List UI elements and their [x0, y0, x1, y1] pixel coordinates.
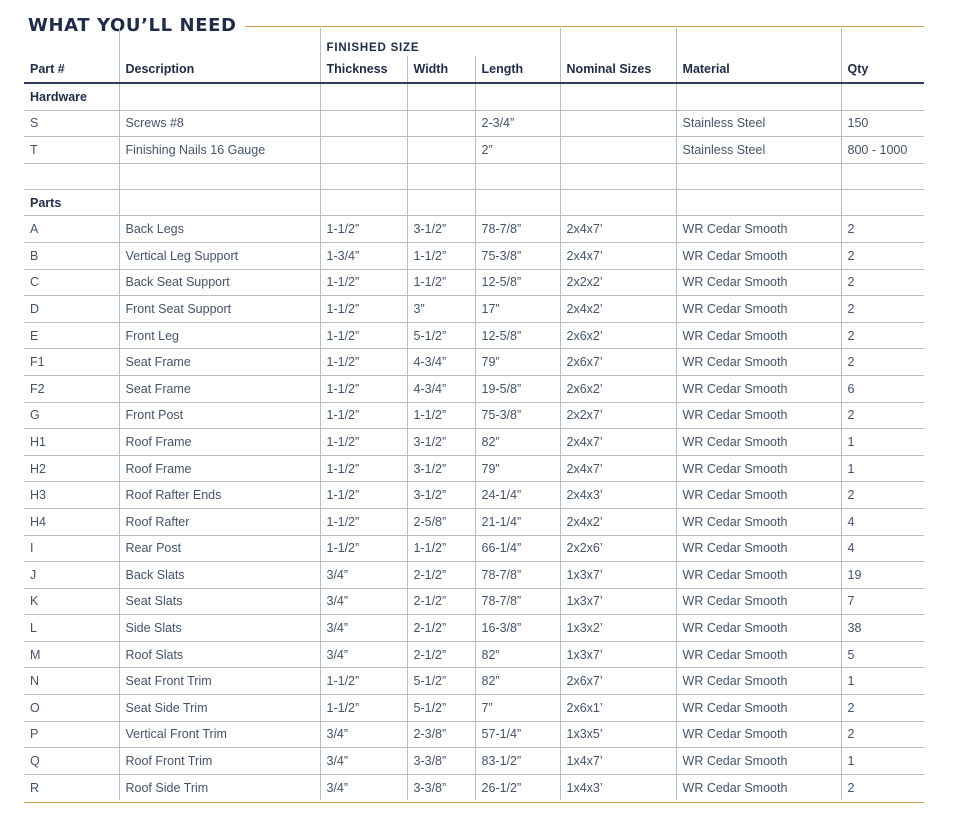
table-row	[24, 429, 924, 456]
description-cell: Seat Slats	[119, 588, 320, 615]
qty-cell: 2	[841, 695, 924, 722]
length-cell: 2”	[475, 137, 560, 164]
table-row	[24, 322, 924, 349]
part-cell: M	[24, 641, 119, 668]
description-cell: Front Seat Support	[119, 296, 320, 323]
length-cell: 75-3/8”	[475, 402, 560, 429]
table-row	[24, 748, 924, 775]
description-cell: Seat Frame	[119, 375, 320, 402]
qty-cell: 2	[841, 402, 924, 429]
qty-cell: 19	[841, 562, 924, 589]
width-cell: 5-1/2”	[407, 668, 475, 695]
qty-cell: 1	[841, 429, 924, 456]
length-cell: 78-7/8”	[475, 216, 560, 243]
nominal-cell: 2x6x7’	[560, 668, 676, 695]
empty-cell	[676, 83, 841, 110]
nominal-cell: 1x3x5’	[560, 721, 676, 748]
empty-cell	[320, 83, 407, 110]
part-cell: E	[24, 322, 119, 349]
material-cell: WR Cedar Smooth	[676, 242, 841, 269]
length-cell: 16-3/8”	[475, 615, 560, 642]
thickness-cell: 1-1/2”	[320, 429, 407, 456]
width-cell: 5-1/2”	[407, 695, 475, 722]
description-cell: Vertical Front Trim	[119, 721, 320, 748]
thickness-cell: 1-1/2”	[320, 375, 407, 402]
thickness-cell: 1-1/2”	[320, 482, 407, 509]
title-rule	[245, 26, 924, 27]
qty-cell: 2	[841, 296, 924, 323]
empty-cell	[841, 163, 924, 189]
description-cell: Roof Front Trim	[119, 748, 320, 775]
material-cell: WR Cedar Smooth	[676, 695, 841, 722]
material-cell: WR Cedar Smooth	[676, 402, 841, 429]
material-cell: WR Cedar Smooth	[676, 562, 841, 589]
qty-cell: 2	[841, 216, 924, 243]
width-cell: 2-5/8”	[407, 508, 475, 535]
qty-cell: 4	[841, 535, 924, 562]
table-row	[24, 588, 924, 615]
nominal-cell	[560, 110, 676, 137]
material-cell: WR Cedar Smooth	[676, 774, 841, 800]
thickness-cell: 3/4”	[320, 588, 407, 615]
length-cell: 26-1/2”	[475, 774, 560, 800]
material-cell: WR Cedar Smooth	[676, 322, 841, 349]
description-cell: Screws #8	[119, 110, 320, 137]
qty-cell: 2	[841, 721, 924, 748]
width-cell: 5-1/2”	[407, 322, 475, 349]
thickness-cell: 1-1/2”	[320, 455, 407, 482]
empty-cell	[676, 163, 841, 189]
qty-cell: 150	[841, 110, 924, 137]
part-cell: I	[24, 535, 119, 562]
length-cell: 7”	[475, 695, 560, 722]
qty-cell: 4	[841, 508, 924, 535]
part-cell: D	[24, 296, 119, 323]
part-cell: H2	[24, 455, 119, 482]
part-cell: L	[24, 615, 119, 642]
table-row	[24, 668, 924, 695]
table-row	[24, 216, 924, 243]
empty-cell	[119, 83, 320, 110]
material-cell: WR Cedar Smooth	[676, 641, 841, 668]
material-cell: Stainless Steel	[676, 137, 841, 164]
width-cell: 3-3/8”	[407, 748, 475, 775]
description-cell: Roof Rafter	[119, 508, 320, 535]
group-header-spacer	[560, 28, 676, 56]
length-cell: 2-3/4”	[475, 110, 560, 137]
length-cell: 17”	[475, 296, 560, 323]
table-row	[24, 774, 924, 800]
table-row	[24, 641, 924, 668]
length-cell: 79”	[475, 455, 560, 482]
description-cell: Side Slats	[119, 615, 320, 642]
description-cell: Front Post	[119, 402, 320, 429]
thickness-cell: 3/4”	[320, 774, 407, 800]
empty-cell	[320, 163, 407, 189]
nominal-cell: 2x4x7’	[560, 455, 676, 482]
material-cell: WR Cedar Smooth	[676, 615, 841, 642]
page-title: WHAT YOU’LL NEED	[28, 15, 237, 36]
part-cell: H1	[24, 429, 119, 456]
qty-cell: 1	[841, 748, 924, 775]
qty-cell: 2	[841, 482, 924, 509]
material-cell: WR Cedar Smooth	[676, 455, 841, 482]
table-row	[24, 137, 924, 164]
width-cell: 1-1/2”	[407, 402, 475, 429]
width-cell: 3-1/2”	[407, 482, 475, 509]
part-cell: C	[24, 269, 119, 296]
thickness-cell: 3/4”	[320, 615, 407, 642]
description-cell: Back Seat Support	[119, 269, 320, 296]
length-cell: 12-5/8”	[475, 322, 560, 349]
parts-table	[24, 28, 924, 800]
table-row	[24, 482, 924, 509]
empty-cell	[841, 83, 924, 110]
length-cell: 19-5/8”	[475, 375, 560, 402]
part-cell: H4	[24, 508, 119, 535]
table-row	[24, 242, 924, 269]
material-cell: WR Cedar Smooth	[676, 721, 841, 748]
thickness-cell	[320, 110, 407, 137]
length-cell: 82”	[475, 429, 560, 456]
part-cell: O	[24, 695, 119, 722]
width-cell: 2-1/2”	[407, 641, 475, 668]
part-cell: P	[24, 721, 119, 748]
column-header-row	[24, 56, 924, 83]
description-cell: Roof Frame	[119, 455, 320, 482]
description-cell: Roof Side Trim	[119, 774, 320, 800]
description-cell: Seat Side Trim	[119, 695, 320, 722]
empty-cell	[475, 163, 560, 189]
group-header-spacer	[24, 28, 119, 56]
empty-cell	[560, 163, 676, 189]
part-cell: K	[24, 588, 119, 615]
thickness-cell: 3/4”	[320, 562, 407, 589]
description-cell: Back Legs	[119, 216, 320, 243]
empty-cell	[320, 189, 407, 216]
width-cell: 1-1/2”	[407, 242, 475, 269]
width-cell: 4-3/4”	[407, 375, 475, 402]
qty-cell: 2	[841, 242, 924, 269]
column-header-nominal: Nominal Sizes	[560, 56, 676, 83]
width-cell: 3”	[407, 296, 475, 323]
table-row	[24, 615, 924, 642]
thickness-cell: 1-1/2”	[320, 508, 407, 535]
length-cell: 66-1/4”	[475, 535, 560, 562]
description-cell: Finishing Nails 16 Gauge	[119, 137, 320, 164]
nominal-cell	[560, 137, 676, 164]
thickness-cell: 1-1/2”	[320, 296, 407, 323]
material-cell: WR Cedar Smooth	[676, 535, 841, 562]
thickness-cell: 1-1/2”	[320, 668, 407, 695]
empty-cell	[560, 83, 676, 110]
width-cell: 2-1/2”	[407, 562, 475, 589]
table-row	[24, 535, 924, 562]
spacer-row	[24, 163, 924, 189]
length-cell: 75-3/8”	[475, 242, 560, 269]
thickness-cell: 1-1/2”	[320, 349, 407, 376]
length-cell: 12-5/8”	[475, 269, 560, 296]
nominal-cell: 1x3x2’	[560, 615, 676, 642]
part-cell: J	[24, 562, 119, 589]
table-row	[24, 721, 924, 748]
length-cell: 79”	[475, 349, 560, 376]
thickness-cell: 1-1/2”	[320, 535, 407, 562]
width-cell: 2-1/2”	[407, 615, 475, 642]
section-row	[24, 83, 924, 110]
length-cell: 78-7/8”	[475, 562, 560, 589]
table-row	[24, 455, 924, 482]
nominal-cell: 2x4x7’	[560, 242, 676, 269]
description-cell: Front Leg	[119, 322, 320, 349]
bottom-rule	[24, 802, 924, 803]
thickness-cell: 1-1/2”	[320, 269, 407, 296]
width-cell: 2-3/8”	[407, 721, 475, 748]
width-cell: 3-1/2”	[407, 455, 475, 482]
description-cell: Roof Rafter Ends	[119, 482, 320, 509]
qty-cell: 1	[841, 668, 924, 695]
thickness-cell: 1-1/2”	[320, 322, 407, 349]
empty-cell	[841, 189, 924, 216]
table-row	[24, 402, 924, 429]
nominal-cell: 2x2x2’	[560, 269, 676, 296]
nominal-cell: 2x6x2’	[560, 375, 676, 402]
column-header-material: Material	[676, 56, 841, 83]
empty-cell	[676, 189, 841, 216]
empty-cell	[119, 163, 320, 189]
qty-cell: 7	[841, 588, 924, 615]
part-cell: A	[24, 216, 119, 243]
qty-cell: 6	[841, 375, 924, 402]
table-body	[24, 83, 924, 800]
material-cell: WR Cedar Smooth	[676, 588, 841, 615]
length-cell: 21-1/4”	[475, 508, 560, 535]
table-row	[24, 375, 924, 402]
empty-cell	[407, 189, 475, 216]
width-cell	[407, 110, 475, 137]
nominal-cell: 2x4x2’	[560, 508, 676, 535]
empty-cell	[24, 163, 119, 189]
nominal-cell: 2x4x2’	[560, 296, 676, 323]
empty-cell	[475, 189, 560, 216]
column-header-thickness: Thickness	[320, 56, 407, 83]
qty-cell: 5	[841, 641, 924, 668]
width-cell: 4-3/4”	[407, 349, 475, 376]
nominal-cell: 1x3x7’	[560, 588, 676, 615]
nominal-cell: 2x4x7’	[560, 216, 676, 243]
qty-cell: 38	[841, 615, 924, 642]
part-cell: H3	[24, 482, 119, 509]
length-cell: 78-7/8”	[475, 588, 560, 615]
qty-cell: 1	[841, 455, 924, 482]
table-row	[24, 110, 924, 137]
part-cell: F1	[24, 349, 119, 376]
nominal-cell: 2x2x7’	[560, 402, 676, 429]
qty-cell: 2	[841, 349, 924, 376]
material-cell: WR Cedar Smooth	[676, 482, 841, 509]
length-cell: 57-1/4”	[475, 721, 560, 748]
description-cell: Back Slats	[119, 562, 320, 589]
nominal-cell: 2x4x3’	[560, 482, 676, 509]
nominal-cell: 1x3x7’	[560, 641, 676, 668]
material-cell: WR Cedar Smooth	[676, 375, 841, 402]
length-cell: 82”	[475, 641, 560, 668]
description-cell: Seat Front Trim	[119, 668, 320, 695]
empty-cell	[407, 83, 475, 110]
table-row	[24, 562, 924, 589]
qty-cell: 2	[841, 322, 924, 349]
length-cell: 24-1/4”	[475, 482, 560, 509]
width-cell: 1-1/2”	[407, 269, 475, 296]
table-row	[24, 269, 924, 296]
group-header-spacer	[841, 28, 924, 56]
section-label: Parts	[24, 189, 119, 216]
nominal-cell: 2x2x6’	[560, 535, 676, 562]
material-cell: WR Cedar Smooth	[676, 269, 841, 296]
material-cell: WR Cedar Smooth	[676, 349, 841, 376]
material-cell: WR Cedar Smooth	[676, 429, 841, 456]
material-cell: WR Cedar Smooth	[676, 668, 841, 695]
description-cell: Rear Post	[119, 535, 320, 562]
table-row	[24, 508, 924, 535]
material-cell: WR Cedar Smooth	[676, 296, 841, 323]
column-header-part: Part #	[24, 56, 119, 83]
group-header-row	[24, 28, 924, 56]
empty-cell	[119, 189, 320, 216]
description-cell: Roof Slats	[119, 641, 320, 668]
empty-cell	[407, 163, 475, 189]
thickness-cell: 1-3/4”	[320, 242, 407, 269]
width-cell: 3-1/2”	[407, 429, 475, 456]
table-row	[24, 695, 924, 722]
part-cell: R	[30, 780, 40, 795]
section-row	[24, 189, 924, 216]
material-cell: WR Cedar Smooth	[676, 216, 841, 243]
material-cell: WR Cedar Smooth	[676, 508, 841, 535]
length-cell: 83-1/2”	[475, 748, 560, 775]
qty-cell: 2	[841, 269, 924, 296]
width-cell: 1-1/2”	[407, 535, 475, 562]
finished-size-header: FINISHED SIZE	[320, 28, 560, 56]
description-cell: Seat Frame	[119, 349, 320, 376]
column-header-length: Length	[475, 56, 560, 83]
nominal-cell: 1x4x7’	[560, 748, 676, 775]
column-header-width: Width	[407, 56, 475, 83]
width-cell	[407, 137, 475, 164]
part-cell: B	[24, 242, 119, 269]
width-cell: 3-3/8”	[407, 774, 475, 800]
material-cell: Stainless Steel	[676, 110, 841, 137]
material-cell: WR Cedar Smooth	[676, 748, 841, 775]
nominal-cell: 2x6x2’	[560, 322, 676, 349]
nominal-cell: 2x6x7’	[560, 349, 676, 376]
length-cell: 82”	[475, 668, 560, 695]
thickness-cell: 1-1/2”	[320, 402, 407, 429]
thickness-cell	[320, 137, 407, 164]
thickness-cell: 1-1/2”	[320, 695, 407, 722]
width-cell: 3-1/2”	[407, 216, 475, 243]
empty-cell	[475, 83, 560, 110]
part-cell: F2	[24, 375, 119, 402]
section-label: Hardware	[24, 83, 119, 110]
description-cell: Vertical Leg Support	[119, 242, 320, 269]
part-cell: S	[24, 110, 119, 137]
qty-cell: 800 - 1000	[841, 137, 924, 164]
nominal-cell: 2x4x7’	[560, 429, 676, 456]
thickness-cell: 3/4”	[320, 721, 407, 748]
qty-cell: 2	[841, 774, 924, 800]
part-cell: N	[24, 668, 119, 695]
column-header-description: Description	[119, 56, 320, 83]
part-cell: Q	[24, 748, 119, 775]
group-header-spacer	[676, 28, 841, 56]
width-cell: 2-1/2”	[407, 588, 475, 615]
empty-cell	[560, 189, 676, 216]
column-header-qty: Qty	[841, 56, 924, 83]
table-row	[24, 296, 924, 323]
thickness-cell: 3/4”	[320, 748, 407, 775]
group-header-spacer	[119, 28, 320, 56]
part-cell: G	[24, 402, 119, 429]
description-cell: Roof Frame	[119, 429, 320, 456]
nominal-cell: 1x3x7’	[560, 562, 676, 589]
nominal-cell: 2x6x1’	[560, 695, 676, 722]
nominal-cell: 1x4x3’	[560, 774, 676, 800]
thickness-cell: 1-1/2”	[320, 216, 407, 243]
table-row	[24, 349, 924, 376]
part-cell: T	[24, 137, 119, 164]
thickness-cell: 3/4”	[320, 641, 407, 668]
